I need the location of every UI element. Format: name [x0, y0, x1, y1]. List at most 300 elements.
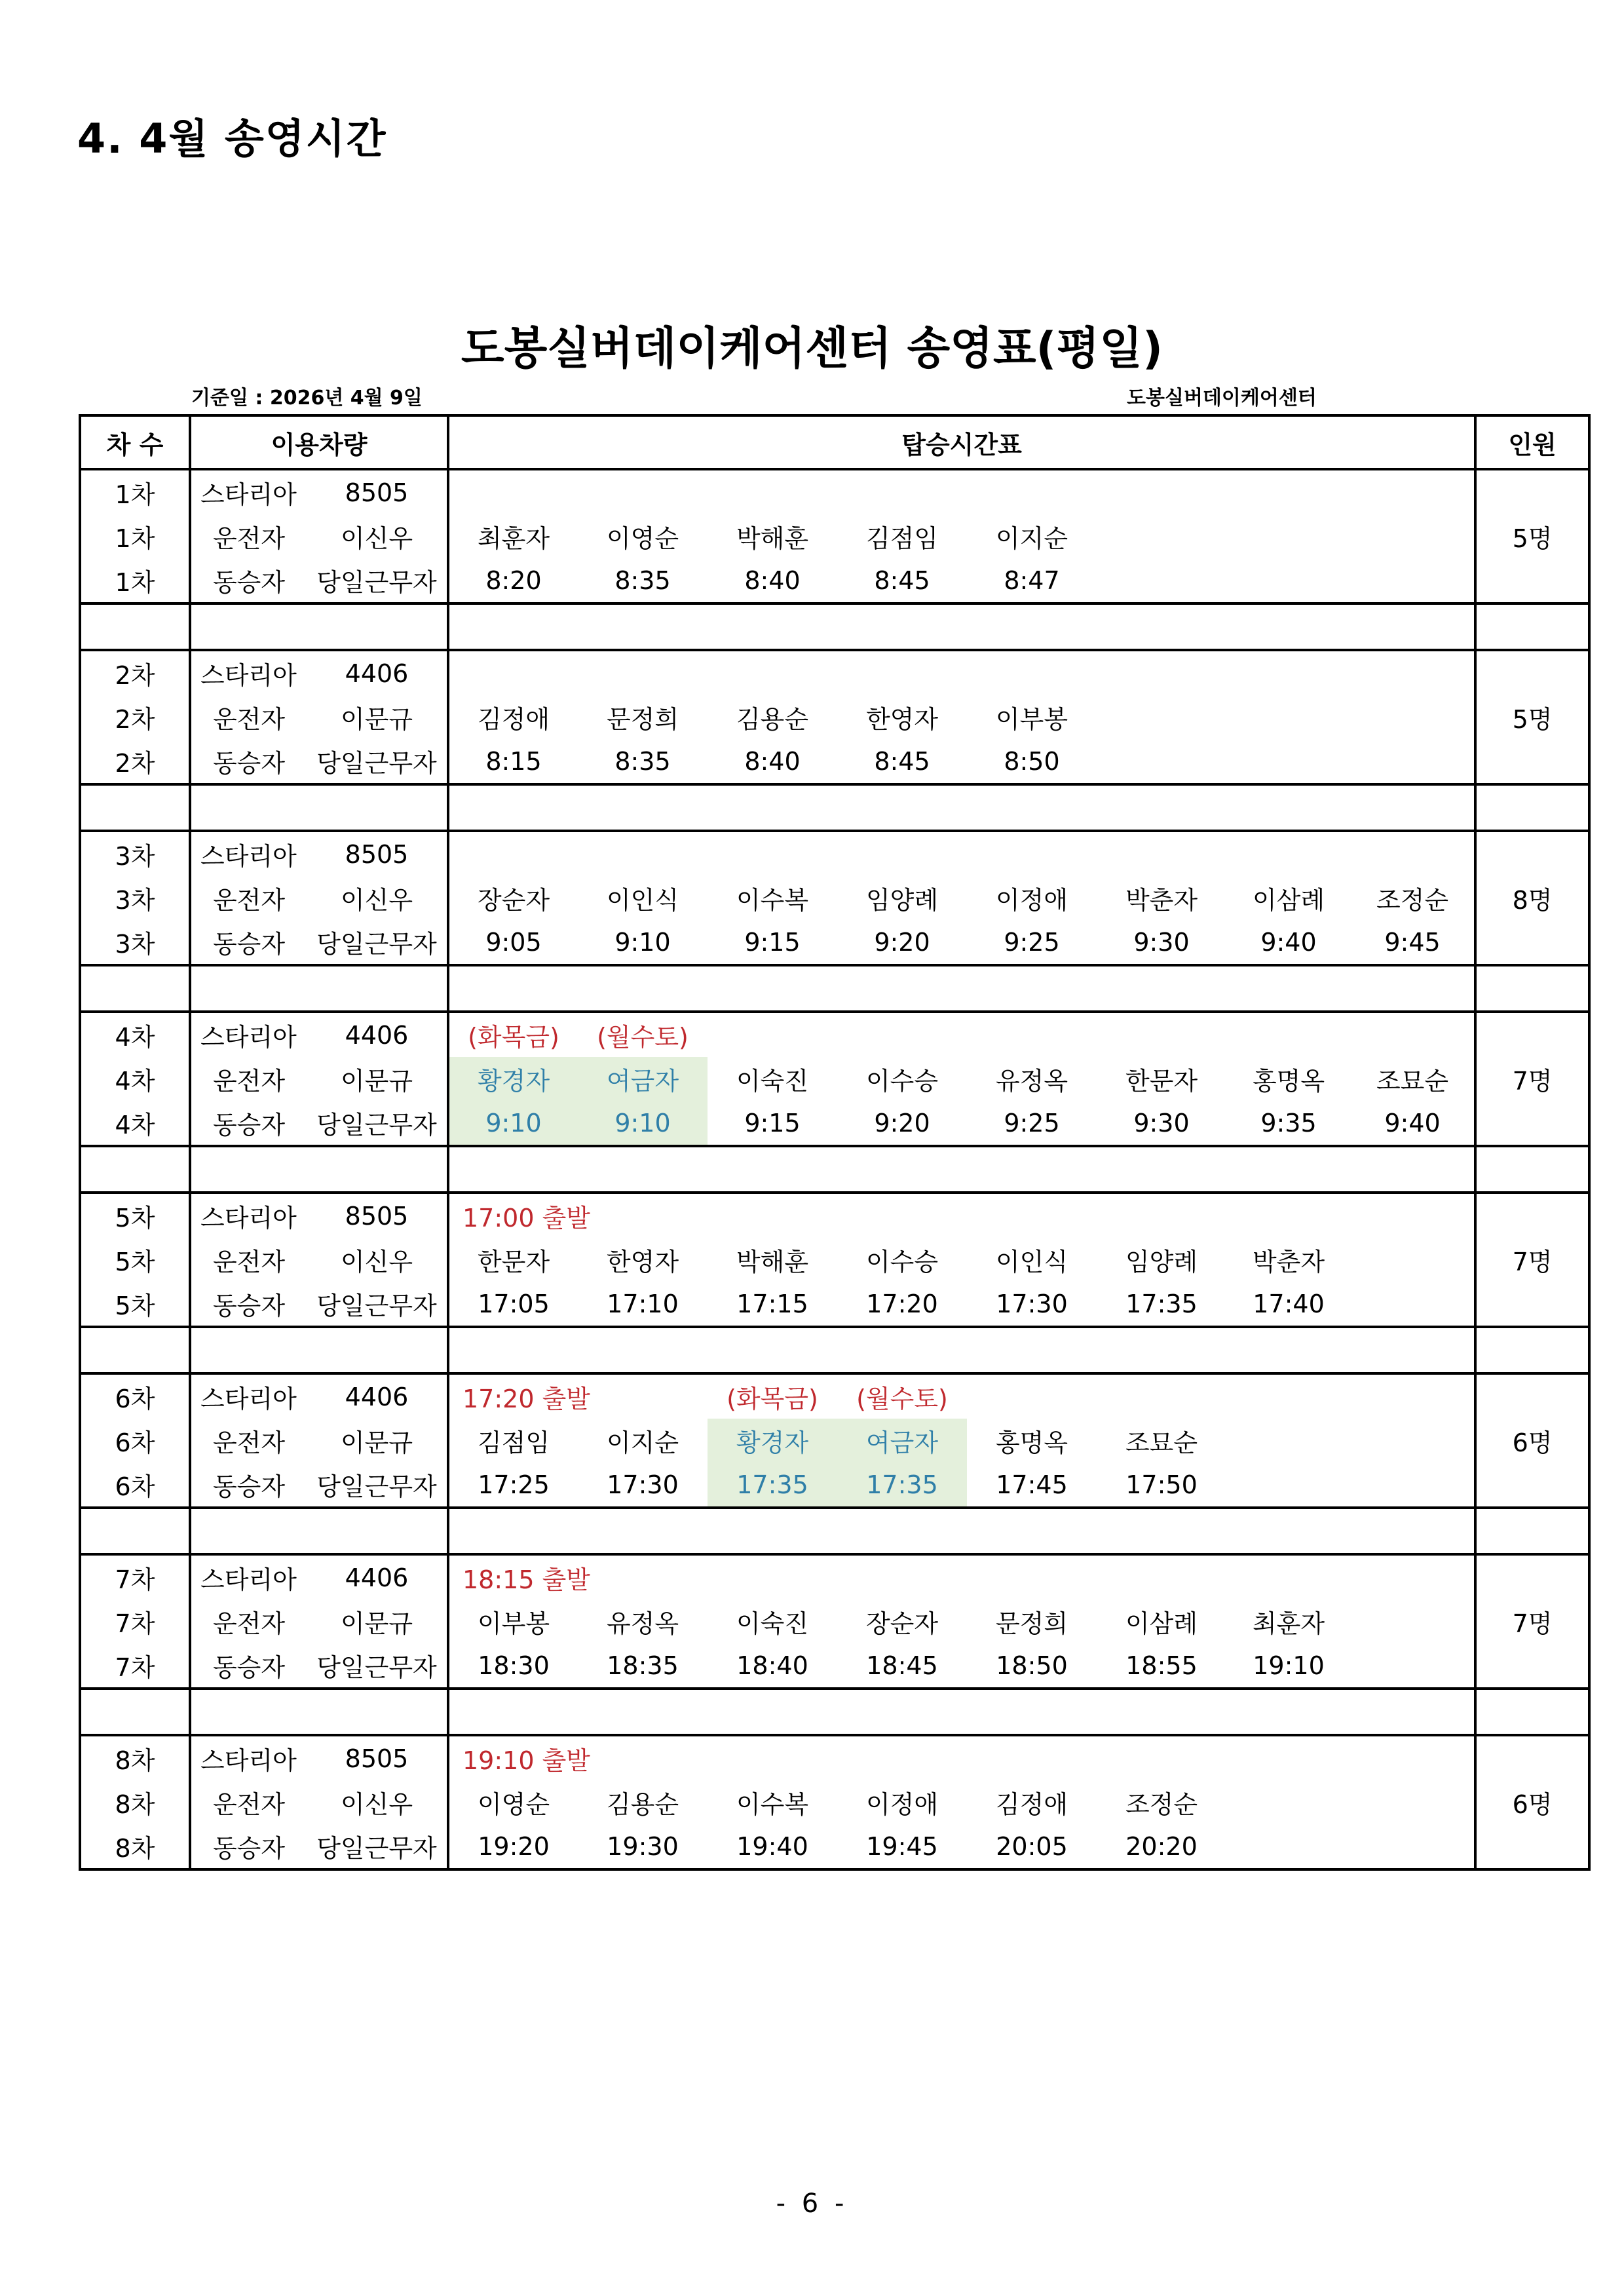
- passenger-name: 조묘순: [1376, 1067, 1449, 1096]
- passenger-name: 이삼례: [1125, 1609, 1198, 1638]
- driver-label: 운전자: [212, 705, 286, 734]
- pickup-time: 9:05: [448, 920, 578, 965]
- pickup-time: [1351, 1643, 1475, 1689]
- vehicle-model: 스타리아: [200, 1746, 297, 1775]
- count-cell-empty: [1475, 831, 1589, 876]
- passenger-name: 이삼례: [1252, 886, 1325, 915]
- separator-cell: [1475, 1508, 1589, 1554]
- separator-cell: [190, 1327, 448, 1373]
- companion-label: 동승자: [190, 1824, 307, 1869]
- passenger-name: 최훈자: [1252, 1609, 1325, 1638]
- pickup-time: [1351, 1282, 1475, 1327]
- passenger-name: 한문자: [477, 1248, 550, 1276]
- pickup-time: 17:30: [578, 1463, 708, 1508]
- pickup-time: [1226, 739, 1351, 784]
- document-title: 도봉실버데이케어센터 송영표(평일): [461, 323, 1163, 375]
- pickup-time: 18:40: [708, 1643, 837, 1689]
- day-note: [1097, 831, 1226, 876]
- passenger-name: 박춘자: [1125, 886, 1198, 915]
- passenger-name: 여금자: [578, 1057, 708, 1101]
- pickup-time: 8:35: [578, 739, 708, 784]
- pickup-time: [1226, 1463, 1351, 1508]
- count-cell-empty: [1475, 1735, 1589, 1780]
- separator-cell: [1475, 1689, 1589, 1735]
- pickup-time: 9:20: [837, 920, 967, 965]
- passenger-name: 한문자: [1125, 1067, 1198, 1096]
- trip-number: 8차: [80, 1824, 190, 1869]
- table-row: [80, 1373, 1589, 1419]
- table-row: [80, 1554, 1589, 1599]
- companion-label: 동승자: [190, 1101, 307, 1146]
- count-cell-empty: [1475, 1101, 1589, 1146]
- separator-cell: [1475, 784, 1589, 831]
- pickup-time: 9:35: [1226, 1101, 1351, 1146]
- pickup-time: 17:45: [967, 1463, 1097, 1508]
- day-note: [967, 1554, 1097, 1599]
- trip-number: 5차: [80, 1238, 190, 1282]
- companion-label: 동승자: [190, 558, 307, 603]
- separator-cell: [80, 1689, 190, 1735]
- pickup-time: 17:35: [837, 1463, 967, 1508]
- pickup-time: 17:25: [448, 1463, 578, 1508]
- day-note: [1351, 1193, 1475, 1238]
- trip-number: 1차: [80, 558, 190, 603]
- day-note: [1226, 1373, 1351, 1419]
- pickup-time: 9:40: [1351, 1101, 1475, 1146]
- pickup-time: 9:30: [1097, 920, 1226, 965]
- group-separator: [80, 603, 1589, 650]
- table-header-row: [80, 415, 1589, 469]
- day-note: [837, 1735, 967, 1780]
- vehicle-model: 스타리아: [200, 842, 297, 871]
- trip-number: 2차: [80, 695, 190, 739]
- passenger-name: 박해훈: [736, 1248, 809, 1276]
- passenger-name: [1226, 1780, 1351, 1824]
- day-note: (화목금): [727, 1385, 818, 1413]
- pickup-time: 8:47: [967, 558, 1097, 603]
- pickup-time: 9:25: [967, 920, 1097, 965]
- table-row: [80, 1780, 1589, 1824]
- driver-name: 이문규: [307, 1419, 448, 1463]
- day-note: [578, 650, 708, 695]
- day-note: [967, 1012, 1097, 1057]
- separator-cell: [448, 1508, 1475, 1554]
- pickup-time: 17:50: [1097, 1463, 1226, 1508]
- day-note: [708, 469, 837, 514]
- pickup-time: 9:15: [708, 1101, 837, 1146]
- day-note: [578, 831, 708, 876]
- day-note: [1351, 1012, 1475, 1057]
- trip-number: 4차: [80, 1012, 190, 1057]
- passenger-name: [1226, 1419, 1351, 1463]
- group-separator: [80, 965, 1589, 1012]
- trip-number: 6차: [80, 1419, 190, 1463]
- separator-cell: [80, 784, 190, 831]
- day-note: [837, 469, 967, 514]
- companion-value: 당일근무자: [307, 739, 448, 784]
- passenger-name: [1351, 1599, 1475, 1643]
- passenger-name: [1351, 514, 1475, 558]
- companion-value: 당일근무자: [307, 558, 448, 603]
- pickup-time: 19:30: [578, 1824, 708, 1869]
- day-note: [708, 1193, 837, 1238]
- pickup-time: 17:35: [1097, 1282, 1226, 1327]
- trip-number: 1차: [80, 514, 190, 558]
- table-row: [80, 831, 1589, 876]
- vehicle-plate: 8505: [307, 1193, 448, 1238]
- table-row: [80, 1599, 1589, 1643]
- passenger-name: 이영순: [606, 524, 679, 553]
- base-date: 기준일 : 2026년 4월 9일: [191, 387, 423, 410]
- separator-cell: [448, 965, 1475, 1012]
- table-row: [80, 1238, 1589, 1282]
- day-note: [1226, 469, 1351, 514]
- pickup-time: [1226, 558, 1351, 603]
- header-count: 인원: [1475, 415, 1589, 469]
- passenger-name: 홍명옥: [995, 1428, 1068, 1457]
- companion-value: 당일근무자: [307, 1824, 448, 1869]
- pickup-time: 8:50: [967, 739, 1097, 784]
- passenger-name: 이인식: [606, 886, 679, 915]
- passenger-name: [1351, 1780, 1475, 1824]
- header-trip: 차 수: [80, 415, 190, 469]
- passenger-name: 이인식: [995, 1248, 1068, 1276]
- passenger-count: 6명: [1475, 1780, 1589, 1824]
- table-row: [80, 514, 1589, 558]
- day-note: [967, 831, 1097, 876]
- driver-label: 운전자: [212, 1248, 286, 1276]
- day-note: [967, 1193, 1097, 1238]
- trip-number: 8차: [80, 1735, 190, 1780]
- driver-name: 이문규: [307, 695, 448, 739]
- pickup-time: 8:35: [578, 558, 708, 603]
- day-note: [1226, 650, 1351, 695]
- trip-number: 4차: [80, 1057, 190, 1101]
- pickup-time: 9:15: [708, 920, 837, 965]
- pickup-time: 18:50: [967, 1643, 1097, 1689]
- table-row: [80, 876, 1589, 920]
- passenger-name: 유정옥: [995, 1067, 1068, 1096]
- pickup-time: 18:35: [578, 1643, 708, 1689]
- group-separator: [80, 1146, 1589, 1193]
- passenger-name: [1226, 695, 1351, 739]
- driver-name: 이신우: [307, 514, 448, 558]
- pickup-time: 17:20: [837, 1282, 967, 1327]
- trip-number: 3차: [80, 920, 190, 965]
- day-note: [1226, 1554, 1351, 1599]
- passenger-name: 최훈자: [477, 524, 550, 553]
- day-note: (화목금): [468, 1023, 559, 1052]
- group-separator: [80, 1508, 1589, 1554]
- count-cell-empty: [1475, 1824, 1589, 1869]
- trip-number: 1차: [80, 469, 190, 514]
- pickup-time: 8:20: [448, 558, 578, 603]
- day-note: [837, 650, 967, 695]
- separator-cell: [1475, 965, 1589, 1012]
- pickup-time: 8:15: [448, 739, 578, 784]
- pickup-time: [1351, 558, 1475, 603]
- pickup-time: 17:30: [967, 1282, 1097, 1327]
- separator-cell: [448, 1689, 1475, 1735]
- day-note: [448, 469, 578, 514]
- companion-value: 당일근무자: [307, 1282, 448, 1327]
- driver-name: 이문규: [307, 1599, 448, 1643]
- table-row: [80, 650, 1589, 695]
- vehicle-plate: 4406: [307, 1373, 448, 1419]
- pickup-time: 17:10: [578, 1282, 708, 1327]
- day-note: [1097, 1735, 1226, 1780]
- pickup-time: 18:30: [448, 1643, 578, 1689]
- count-cell-empty: [1475, 1373, 1589, 1419]
- day-note: [1226, 831, 1351, 876]
- day-note: [578, 469, 708, 514]
- vehicle-plate: 8505: [307, 831, 448, 876]
- day-note: [1097, 1012, 1226, 1057]
- day-note: [1226, 1012, 1351, 1057]
- vehicle-model: 스타리아: [200, 661, 297, 690]
- passenger-name: [1226, 514, 1351, 558]
- passenger-name: 박해훈: [736, 524, 809, 553]
- pickup-time: 20:05: [967, 1824, 1097, 1869]
- passenger-name: 홍명옥: [1252, 1067, 1325, 1096]
- companion-label: 동승자: [190, 920, 307, 965]
- separator-cell: [448, 603, 1475, 650]
- passenger-name: 문정희: [606, 705, 679, 734]
- day-note: [1097, 469, 1226, 514]
- passenger-name: 조정순: [1376, 886, 1449, 915]
- passenger-name: [1097, 695, 1226, 739]
- day-note: [708, 831, 837, 876]
- day-note: [708, 1554, 837, 1599]
- departure-time: 18:15 출발: [463, 1565, 591, 1594]
- pickup-time: 9:10: [578, 920, 708, 965]
- companion-label: 동승자: [190, 1282, 307, 1327]
- companion-value: 당일근무자: [307, 1101, 448, 1146]
- driver-name: 이신우: [307, 1780, 448, 1824]
- pickup-time: 18:55: [1097, 1643, 1226, 1689]
- count-cell-empty: [1475, 1282, 1589, 1327]
- day-note: [708, 1012, 837, 1057]
- trip-number: 7차: [80, 1554, 190, 1599]
- pickup-time: 9:10: [448, 1101, 578, 1146]
- day-note: [1351, 1373, 1475, 1419]
- pickup-time: 9:40: [1226, 920, 1351, 965]
- vehicle-plate: 4406: [307, 1012, 448, 1057]
- pickup-time: 8:40: [708, 739, 837, 784]
- vehicle-model: 스타리아: [200, 1385, 297, 1413]
- day-note: [1351, 650, 1475, 695]
- trip-number: 3차: [80, 876, 190, 920]
- passenger-name: 이숙진: [736, 1609, 809, 1638]
- passenger-name: [1351, 1419, 1475, 1463]
- driver-name: 이신우: [307, 876, 448, 920]
- table-row: [80, 1101, 1589, 1146]
- separator-cell: [80, 1146, 190, 1193]
- passenger-count: 7명: [1475, 1238, 1589, 1282]
- table-row: [80, 1193, 1589, 1238]
- trip-number: 7차: [80, 1643, 190, 1689]
- group-separator: [80, 1689, 1589, 1735]
- pickup-time: 19:40: [708, 1824, 837, 1869]
- vehicle-model: 스타리아: [200, 1565, 297, 1594]
- passenger-name: 장순자: [477, 886, 550, 915]
- count-cell-empty: [1475, 650, 1589, 695]
- separator-cell: [190, 1146, 448, 1193]
- pickup-time: 19:20: [448, 1824, 578, 1869]
- driver-label: 운전자: [212, 1790, 286, 1819]
- companion-label: 동승자: [190, 1463, 307, 1508]
- passenger-name: 이수복: [736, 1790, 809, 1819]
- passenger-name: [1097, 514, 1226, 558]
- count-cell-empty: [1475, 739, 1589, 784]
- passenger-name: 김용순: [736, 705, 809, 734]
- passenger-name: 조묘순: [1125, 1428, 1198, 1457]
- driver-name: 이신우: [307, 1238, 448, 1282]
- passenger-name: 이부봉: [477, 1609, 550, 1638]
- trip-number: 7차: [80, 1599, 190, 1643]
- passenger-count: 6명: [1475, 1419, 1589, 1463]
- passenger-name: 이지순: [995, 524, 1068, 553]
- day-note: [837, 1193, 967, 1238]
- companion-value: 당일근무자: [307, 920, 448, 965]
- departure-time: 17:00 출발: [463, 1204, 591, 1233]
- day-note: [448, 650, 578, 695]
- day-note: [967, 1373, 1097, 1419]
- count-cell-empty: [1475, 920, 1589, 965]
- center-name: 도봉실버데이케어센터: [1127, 387, 1317, 410]
- header-vehicle: 이용차량: [190, 415, 448, 469]
- passenger-name: [1351, 695, 1475, 739]
- passenger-name: 유정옥: [606, 1609, 679, 1638]
- passenger-count: 7명: [1475, 1057, 1589, 1101]
- passenger-name: 김정애: [477, 705, 550, 734]
- count-cell-empty: [1475, 1012, 1589, 1057]
- driver-label: 운전자: [212, 1428, 286, 1457]
- passenger-name: 이수승: [865, 1248, 939, 1276]
- pickup-time: [1226, 1824, 1351, 1869]
- day-note: [1351, 1735, 1475, 1780]
- pickup-time: 18:45: [837, 1643, 967, 1689]
- passenger-name: 황경자: [708, 1419, 837, 1463]
- count-cell-empty: [1475, 469, 1589, 514]
- pickup-time: 20:20: [1097, 1824, 1226, 1869]
- pickup-time: [1097, 558, 1226, 603]
- passenger-name: 김용순: [606, 1790, 679, 1819]
- driver-label: 운전자: [212, 524, 286, 553]
- passenger-name: 임양례: [865, 886, 939, 915]
- trip-number: 8차: [80, 1780, 190, 1824]
- passenger-name: 이영순: [477, 1790, 550, 1819]
- count-cell-empty: [1475, 558, 1589, 603]
- passenger-name: 이정애: [865, 1790, 939, 1819]
- table-row: [80, 469, 1589, 514]
- day-note: (월수토): [597, 1023, 689, 1052]
- separator-cell: [448, 784, 1475, 831]
- departure-time: 17:20 출발: [463, 1385, 591, 1413]
- pickup-time: 17:05: [448, 1282, 578, 1327]
- separator-cell: [1475, 1327, 1589, 1373]
- day-note: [1097, 1193, 1226, 1238]
- passenger-name: 이수승: [865, 1067, 939, 1096]
- table-row: [80, 1057, 1589, 1101]
- pickup-time: [1097, 739, 1226, 784]
- trip-number: 2차: [80, 650, 190, 695]
- trip-number: 2차: [80, 739, 190, 784]
- trip-number: 5차: [80, 1282, 190, 1327]
- pickup-time: 19:10: [1226, 1643, 1351, 1689]
- trip-number: 4차: [80, 1101, 190, 1146]
- count-cell-empty: [1475, 1554, 1589, 1599]
- separator-cell: [190, 965, 448, 1012]
- passenger-count: 8명: [1475, 876, 1589, 920]
- passenger-name: 김점임: [865, 524, 939, 553]
- table-row: [80, 1643, 1589, 1689]
- schedule-body: [80, 469, 1589, 1869]
- departure-time: 19:10 출발: [463, 1746, 591, 1775]
- day-note: [1226, 1735, 1351, 1780]
- trip-number: 6차: [80, 1463, 190, 1508]
- day-note: [1097, 1373, 1226, 1419]
- day-note: [837, 831, 967, 876]
- table-row: [80, 1824, 1589, 1869]
- pickup-time: 9:20: [837, 1101, 967, 1146]
- pickup-time: 8:45: [837, 739, 967, 784]
- passenger-name: 임양례: [1125, 1248, 1198, 1276]
- day-note: [837, 1012, 967, 1057]
- passenger-name: 장순자: [865, 1609, 939, 1638]
- driver-label: 운전자: [212, 1067, 286, 1096]
- passenger-name: 여금자: [837, 1419, 967, 1463]
- day-note: [1351, 831, 1475, 876]
- section-heading: 4. 4월 송영시간: [77, 115, 387, 163]
- day-note: (월수토): [856, 1385, 948, 1413]
- table-row: [80, 558, 1589, 603]
- trip-number: 5차: [80, 1193, 190, 1238]
- day-note: [708, 650, 837, 695]
- separator-cell: [1475, 603, 1589, 650]
- pickup-time: 17:35: [708, 1463, 837, 1508]
- pickup-time: 19:45: [837, 1824, 967, 1869]
- day-note: [1097, 650, 1226, 695]
- driver-label: 운전자: [212, 1609, 286, 1638]
- table-row: [80, 1012, 1589, 1057]
- day-note: [967, 1735, 1097, 1780]
- passenger-name: 황경자: [448, 1057, 578, 1101]
- page-number: - 6 -: [776, 2189, 848, 2219]
- vehicle-plate: 4406: [307, 1554, 448, 1599]
- separator-cell: [80, 1327, 190, 1373]
- passenger-count: 5명: [1475, 514, 1589, 558]
- pickup-time: 9:30: [1097, 1101, 1226, 1146]
- passenger-name: 한영자: [865, 705, 939, 734]
- group-separator: [80, 784, 1589, 831]
- passenger-name: 조정순: [1125, 1790, 1198, 1819]
- passenger-name: 김정애: [995, 1790, 1068, 1819]
- passenger-name: 이부봉: [995, 705, 1068, 734]
- vehicle-model: 스타리아: [200, 1204, 297, 1233]
- count-cell-empty: [1475, 1463, 1589, 1508]
- vehicle-plate: 4406: [307, 650, 448, 695]
- table-row: [80, 920, 1589, 965]
- header-timetable: 탑승시간표: [448, 415, 1475, 469]
- day-note: [708, 1735, 837, 1780]
- vehicle-model: 스타리아: [200, 1023, 297, 1052]
- passenger-name: 문정희: [995, 1609, 1068, 1638]
- passenger-count: 7명: [1475, 1599, 1589, 1643]
- companion-label: 동승자: [190, 739, 307, 784]
- shuttle-schedule-table: [79, 414, 1591, 1871]
- table-row: [80, 695, 1589, 739]
